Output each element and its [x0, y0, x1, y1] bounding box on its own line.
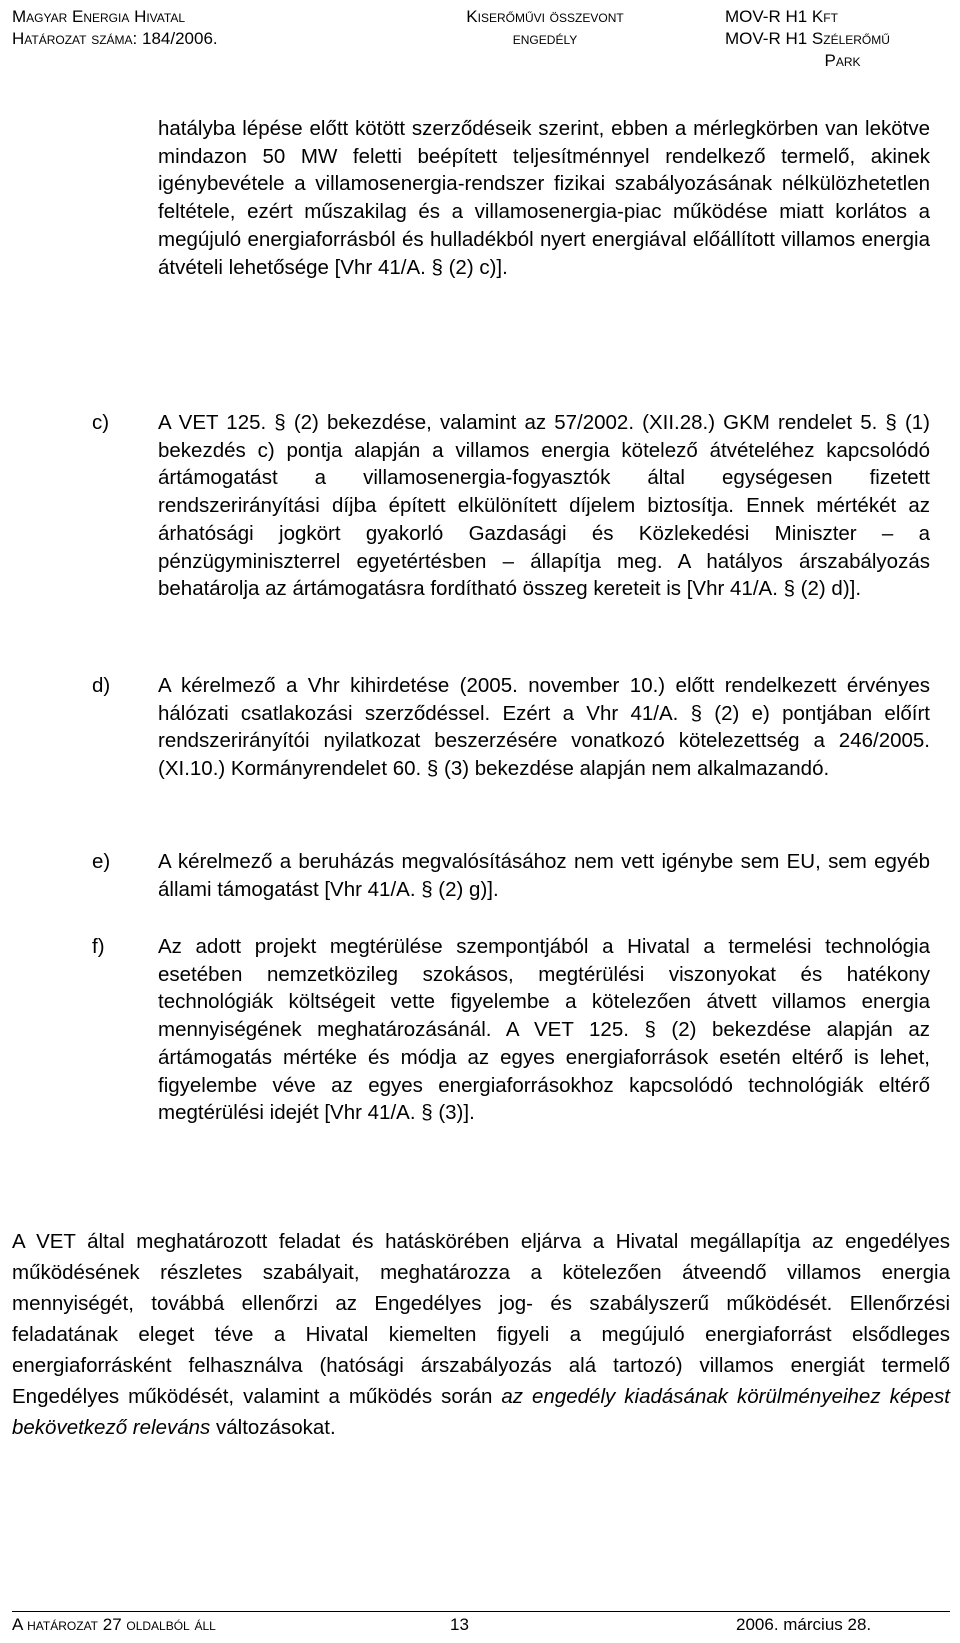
- closing-paragraph-text: A VET által meghatározott feladat és hatáskörében eljárva a Hivatal megállapítja az engedélyes működésének részletes szabályait, meghatározza a kötelezően átveendő villamos energia mennyiségét, továbbá ellenőrzi az Engedélyes jog- és szabályszerű működését. Ellenőrzési feladatának eleget téve a Hivatal kiemelten figyeli a megújuló energiaforrást elsődleges energiaforrásként felhasználva (hatósági árszabályozás alá tartozó) villamos energiát termelő Engedélyes működését, valamint a működés során: [12, 1230, 950, 1408]
- list-item-label: d): [92, 674, 111, 697]
- footer-page-number: 13: [450, 1615, 469, 1634]
- header-document-type-line1: Kiserőművi összevont: [466, 7, 624, 26]
- item-b-continuation: hatályba lépése előtt kötött szerződéseik szerint, ebben a mérlegkörben van lekötve mindazon 50 MW feletti beépített teljesítménnyel rendelkező termelő, akinek igénybevétele a villamosenergia-rendszer fizikai szabályozásának nélkülözhetetlen feltétele, ezért műszakilag és a villamosenergia-piac működése miatt korlátos a megújuló energiaforrásból és hulladékból nyert energiával előállított villamos energia átvételi lehetősége [Vhr 41/A. § (2) c)].: [158, 117, 930, 279]
- header-authority: Magyar Energia Hivatal: [12, 7, 186, 26]
- footer-page-count: A határozat 27 oldalból áll: [12, 1615, 216, 1634]
- footer-rule: [12, 1611, 950, 1612]
- header-company: MOV-R H1 Kft: [725, 7, 838, 26]
- footer-date: 2006. március 28.: [736, 1615, 872, 1634]
- header-right: [725, 6, 960, 72]
- header-document-type-line2: engedély: [512, 29, 578, 48]
- list-item-text: A VET 125. § (2) bekezdése, valamint az 57/2002. (XII.28.) GKM rendelet 5. § (1) bekezdés c) pontja alapján a villamos energia kötelező átvételéhez kapcsolódó ártámogatást a villamosenergia-fogyasztók által egységesen fizetett rendszerirányítási díjba épített elkülönített díjelem biztosítja. Ennek mértékét az árhatósági jogkört gyakorló Gazdasági és Közlekedési Miniszter – a pénzügyminiszterrel egyetértésben – állapítja meg. A hatályos árszabályozás behatárolja az ártámogatásra fordítható összeg kereteit is [Vhr 41/A. § (2) d)].: [158, 411, 930, 601]
- header-middle: [429, 6, 661, 50]
- closing-paragraph: [12, 1226, 950, 1443]
- closing-paragraph-italic: az engedély kiadásának körülményeihez képest bekövetkező releváns: [12, 1385, 950, 1439]
- list-item-text: A kérelmező a Vhr kihirdetése (2005. november 10.) előtt rendelkezett érvényes hálózati csatlakozási szerződéssel. Ezért a Vhr 41/A. § (2) e) pontjában előírt rendszerirányítói nyilatkozat beszerzésére vonatkozó kötelezettség a 246/2005. (XI.10.) Kormányrendelet 60. § (3) bekezdése alapján nem alkalmazandó.: [158, 674, 930, 781]
- list-item-label: c): [92, 411, 110, 434]
- list-item-text: Az adott projekt megtérülése szempontjából a Hivatal a termelési technológia esetében nemzetközileg szokásos, megtérülési viszonyokat és hatékony technológiák költségeit vette figyelembe a kötelezően átvett villamos energia mennyiségének meghatározásánál. A VET 125. § (2) bekezdése alapján az ártámogatás mértéke és módja az egyes energiaforrások esetén eltérő is lehet, figyelembe véve az egyes energiaforrásokhoz kapcsolódó technológiák eltérő megtérülési idejét [Vhr 41/A. § (3)].: [158, 935, 930, 1125]
- list-item-text: A kérelmező a beruházás megvalósításához nem vett igénybe sem EU, sem egyéb állami támogatást [Vhr 41/A. § (2) g)].: [158, 850, 930, 901]
- closing-paragraph-end: változásokat.: [210, 1416, 336, 1439]
- list-item-label: e): [92, 850, 111, 873]
- list-item-label: f): [92, 935, 105, 958]
- header-decision-number: Határozat száma: 184/2006.: [12, 29, 218, 48]
- header-left: [12, 6, 218, 50]
- header-facility-line2: Park: [824, 51, 861, 70]
- header-facility-line1: MOV-R H1 Szélerőmű: [725, 29, 890, 48]
